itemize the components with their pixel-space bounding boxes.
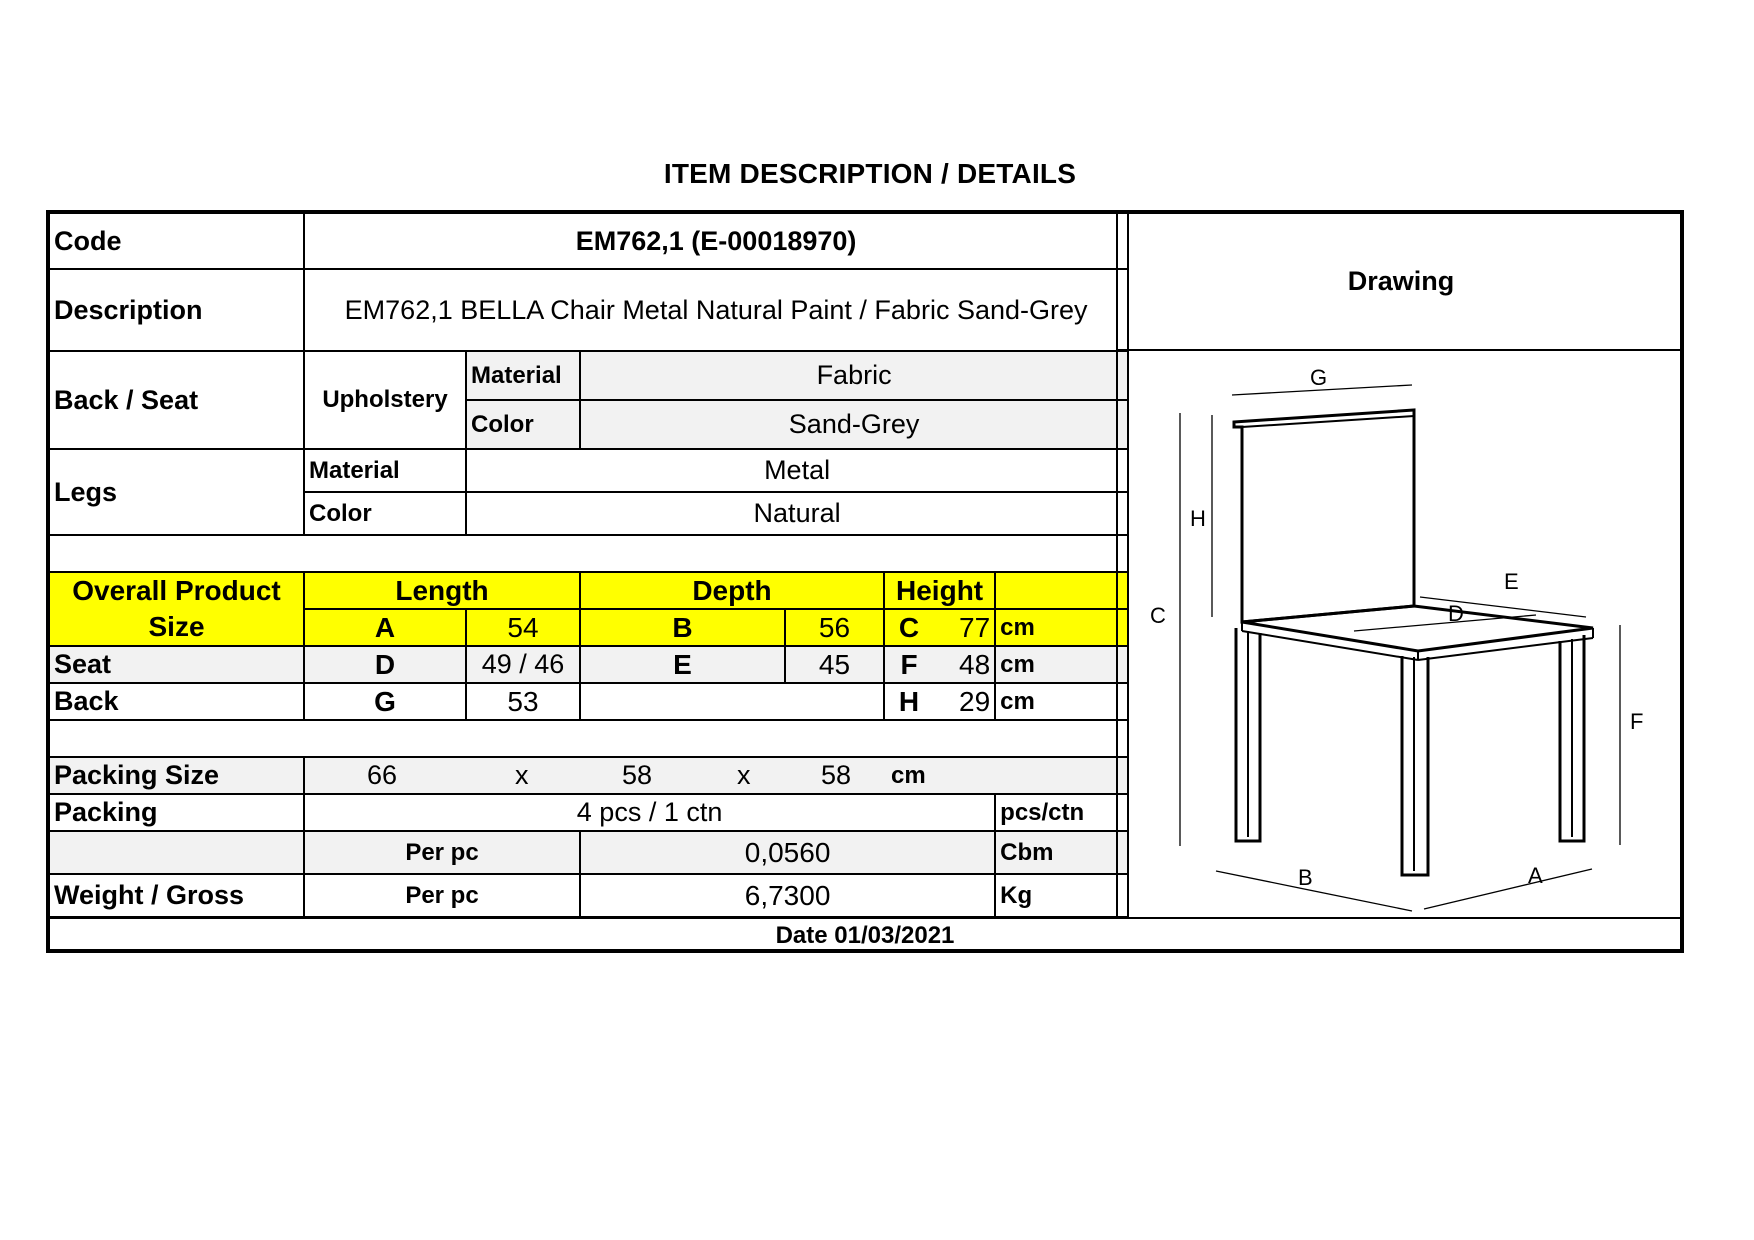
dim-g-label: G [1310, 365, 1328, 390]
chair-backrest [1234, 410, 1414, 622]
c-letter: C [898, 611, 920, 643]
b-letter: B [580, 609, 785, 646]
overall-unit: cm [995, 609, 1128, 646]
f-value: 48 [959, 648, 991, 680]
back-seat-color-label: Color [466, 400, 580, 449]
b-value: 56 [785, 609, 884, 646]
legs-material-label: Material [304, 449, 466, 492]
legs-color-value: Natural [466, 492, 1128, 535]
dim-f-label: F [1630, 709, 1644, 734]
legs-material-value: Metal [466, 449, 1128, 492]
height-header: Height [884, 572, 995, 609]
spec-table [50, 214, 1129, 918]
e-value: 45 [785, 646, 884, 683]
packing-dim-2: 58 [622, 760, 653, 790]
a-letter: A [304, 609, 466, 646]
d-letter: D [304, 646, 466, 683]
packing-size-label: Packing Size [50, 757, 304, 794]
dim-d-label: D [1448, 601, 1464, 626]
dim-e-line [1420, 597, 1586, 617]
f-letter: F [900, 648, 918, 680]
description-value: EM762,1 BELLA Chair Metal Natural Paint / Fabric Sand-Grey [304, 269, 1128, 351]
c-letter-value [884, 609, 995, 646]
chair-drawing [1118, 351, 1684, 917]
seat-label: Seat [50, 646, 304, 683]
packing-sep-1: x [515, 760, 529, 790]
back-seat-material-value: Fabric [580, 351, 1128, 400]
g-value: 53 [466, 683, 580, 720]
d-value: 49 / 46 [466, 646, 580, 683]
volume-value: 0,0560 [580, 831, 995, 874]
drawing-area [1116, 351, 1684, 917]
weight-per-label: Per pc [304, 874, 580, 917]
spec-sheet [46, 210, 1684, 953]
weight-unit: Kg [995, 874, 1128, 917]
c-value: 77 [959, 611, 991, 643]
weight-label: Weight / Gross [50, 874, 304, 917]
page-title: ITEM DESCRIPTION / DETAILS [663, 158, 1077, 189]
h-value: 29 [959, 685, 991, 717]
volume-per-label: Per pc [304, 831, 580, 874]
back-seat-label: Back / Seat [50, 351, 304, 449]
dim-h-label: H [1190, 506, 1206, 531]
seat-unit: cm [995, 646, 1128, 683]
overall-unit-blank [995, 572, 1128, 609]
packing-value: 4 pcs / 1 ctn [304, 794, 995, 831]
volume-unit: Cbm [995, 831, 1128, 874]
dim-a-label: A [1528, 863, 1543, 888]
dim-e-label: E [1504, 569, 1519, 594]
drawing-title: Drawing [1116, 214, 1684, 351]
packing-dim-1: 66 [367, 760, 398, 790]
weight-value: 6,7300 [580, 874, 995, 917]
h-letter: H [898, 685, 920, 717]
volume-label-blank [50, 831, 304, 874]
overall-size-label: Overall Product Size [50, 572, 304, 646]
dim-d-line [1354, 615, 1536, 631]
footer-date: Date 01/03/2021 [50, 917, 1680, 953]
legs-label: Legs [50, 449, 304, 535]
packing-dim-3: 58 [821, 760, 852, 790]
back-seat-material-label: Material [466, 351, 580, 400]
upholstery-label: Upholstery [304, 351, 466, 449]
packing-unit: cm [891, 762, 926, 789]
code-label: Code [50, 214, 304, 269]
f-letter-value [884, 646, 995, 683]
dim-c-label: C [1150, 603, 1166, 628]
back-label: Back [50, 683, 304, 720]
dim-b-line [1216, 871, 1412, 911]
g-letter: G [304, 683, 466, 720]
h-letter-value [884, 683, 995, 720]
depth-header: Depth [580, 572, 884, 609]
packing-size-value [304, 757, 1128, 794]
back-seat-color-value: Sand-Grey [580, 400, 1128, 449]
e-letter: E [580, 646, 785, 683]
spacer-row-2 [50, 720, 1128, 757]
dim-b-label: B [1298, 865, 1313, 890]
back-unit: cm [995, 683, 1128, 720]
packing-unit-label: pcs/ctn [995, 794, 1128, 831]
dim-a-line [1424, 869, 1592, 909]
a-value: 54 [466, 609, 580, 646]
spacer-row [50, 535, 1128, 572]
length-header: Length [304, 572, 580, 609]
legs-color-label: Color [304, 492, 466, 535]
code-value: EM762,1 (E-00018970) [304, 214, 1128, 269]
packing-label: Packing [50, 794, 304, 831]
packing-sep-2: x [737, 760, 751, 790]
back-blank [580, 683, 884, 720]
description-label: Description [50, 269, 304, 351]
